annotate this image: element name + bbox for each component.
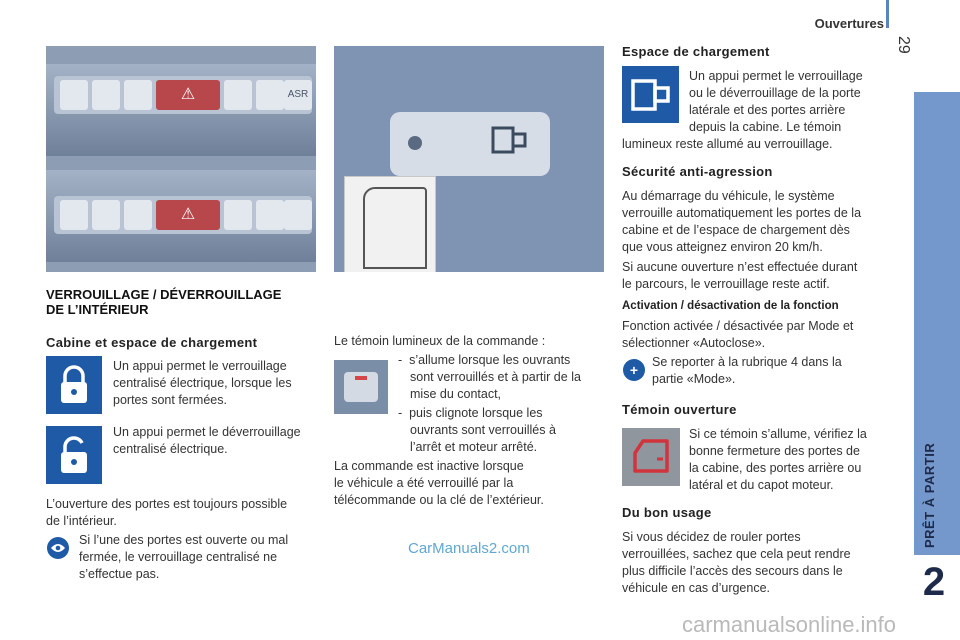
chapter-number: 2 xyxy=(922,560,946,604)
text-line: - puis clignote lorsque les xyxy=(398,406,543,420)
panel-button xyxy=(124,80,152,110)
text-line: cabine et de l’espace de chargement dès xyxy=(622,223,850,237)
panel-button xyxy=(256,80,284,110)
indicator-led xyxy=(408,136,422,150)
indicator-item-1 xyxy=(398,352,581,403)
text-line: latérale et des portes arrière xyxy=(689,103,846,117)
text-line: verrouille automatiquement les portes de la xyxy=(622,206,862,220)
door-indicator-heading: Témoin ouverture xyxy=(622,402,737,417)
padlock-open-icon xyxy=(46,426,102,484)
van-door-inset xyxy=(344,176,436,272)
hazard-button: ⚠ xyxy=(156,80,220,110)
unlock-description xyxy=(113,424,301,458)
indicator-switch-icon xyxy=(334,360,388,414)
asr-button: ASR xyxy=(284,80,312,110)
text-line: l’arrêt et moteur arrêté. xyxy=(410,440,538,454)
door-open-warning-icon xyxy=(622,428,680,486)
cargo-door-lock-icon xyxy=(622,66,679,123)
good-practice-heading: Du bon usage xyxy=(622,505,712,520)
text-line: de l’intérieur. xyxy=(46,514,117,528)
lock-description xyxy=(113,358,292,409)
text-line: ouvrants sont verrouillés à xyxy=(410,423,556,437)
mode-reference xyxy=(652,354,842,388)
lock-button xyxy=(224,200,252,230)
button-strip-bottom xyxy=(54,196,312,234)
good-practice-text xyxy=(622,529,851,597)
panel-button xyxy=(92,200,120,230)
lock-button xyxy=(224,80,252,110)
text-line: L’ouverture des portes est toujours possible xyxy=(46,497,288,511)
panel-button xyxy=(124,200,152,230)
panel-button xyxy=(60,80,88,110)
anti-aggression-text-2 xyxy=(622,259,857,293)
cabine-heading: Cabine et espace de chargement xyxy=(46,335,258,350)
main-heading-line: VERROUILLAGE / DÉVERROUILLAGE xyxy=(46,287,282,302)
button-strip-top xyxy=(54,76,312,114)
text-line: Si l’une des portes est ouverte ou mal xyxy=(79,533,289,547)
cargo-description-end: lumineux reste allumé au verrouillage. xyxy=(622,137,833,151)
panel-button xyxy=(92,80,120,110)
text-line: latéral et du capot moteur. xyxy=(689,478,834,492)
cargo-heading: Espace de chargement xyxy=(622,44,770,59)
text-line: Un appui permet le déverrouillage xyxy=(113,425,301,439)
main-heading xyxy=(46,287,281,317)
text-line: verrouillées, sachez que cela peut rendre xyxy=(622,547,851,561)
main-heading-line: DE L’INTÉRIEUR xyxy=(46,302,149,317)
indicator-item-2 xyxy=(398,405,556,456)
text-line: La commande est inactive lorsque xyxy=(334,459,524,473)
cargo-door-lock-icon xyxy=(490,120,530,169)
van-door-icon xyxy=(363,187,427,269)
text-line: partie «Mode». xyxy=(652,372,736,386)
anti-aggression-heading: Sécurité anti-agression xyxy=(622,164,773,179)
hazard-button: ⚠ xyxy=(156,200,220,230)
text-line: centralisé électrique. xyxy=(113,442,228,456)
chapter-tab-label: PRÊT À PARTIR xyxy=(922,442,937,548)
text-line: Se reporter à la rubrique 4 dans la xyxy=(652,355,842,369)
text-line: Si ce témoin s’allume, vérifiez la xyxy=(689,427,867,441)
text-line: le parcours, le verrouillage reste actif. xyxy=(622,277,830,291)
text-line: le véhicule a été verrouillé par la xyxy=(334,476,514,490)
anti-aggression-text xyxy=(622,188,861,256)
text-line: Un appui permet le verrouillage xyxy=(113,359,287,373)
text-line: portes sont fermées. xyxy=(113,393,227,407)
header-rule xyxy=(886,0,889,28)
text-line: Au démarrage du véhicule, le système xyxy=(622,189,835,203)
switch-panel xyxy=(390,112,550,176)
text-line: ou le déverrouillage de la porte xyxy=(689,86,861,100)
text-line: fermée, le verrouillage centralisé ne xyxy=(79,550,278,564)
section-title: Ouvertures xyxy=(814,16,884,31)
eye-icon xyxy=(47,537,69,559)
padlock-closed-icon xyxy=(46,356,102,414)
text-line: s’effectue pas. xyxy=(79,567,160,581)
panel-button xyxy=(284,200,312,230)
interior-opening-note xyxy=(46,496,287,530)
door-indicator-text xyxy=(689,426,867,494)
panel-button xyxy=(256,200,284,230)
text-line: mise du contact, xyxy=(410,387,502,401)
plus-icon: + xyxy=(623,359,645,381)
cargo-description xyxy=(689,68,863,136)
cargo-switch-photo xyxy=(334,46,604,272)
text-line: plus difficile l’accès des secours dans le xyxy=(622,564,843,578)
text-line: depuis la cabine. Le témoin xyxy=(689,120,842,134)
indicator-intro: Le témoin lumineux de la commande : xyxy=(334,334,546,348)
door-open-warning-note xyxy=(79,532,288,583)
text-line: bonne fermeture des portes de xyxy=(689,444,860,458)
page-number: 29 xyxy=(895,36,912,54)
text-line: sélectionner «Autoclose». xyxy=(622,336,766,350)
text-line: Si aucune ouverture n’est effectuée durant xyxy=(622,260,858,274)
panel-button xyxy=(60,200,88,230)
text-line: que vous atteignez environ 20 km/h. xyxy=(622,240,823,254)
text-line: véhicule en cas d’urgence. xyxy=(622,581,771,595)
text-line: la cabine, des portes arrière ou xyxy=(689,461,862,475)
dashboard-buttons-photo xyxy=(46,46,316,272)
command-inactive-note xyxy=(334,458,544,509)
activation-text xyxy=(622,318,853,352)
text-line: - s’allume lorsque les ouvrants xyxy=(398,353,571,367)
text-line: sont verrouillés et à partir de la xyxy=(410,370,581,384)
text-line: Un appui permet le verrouillage xyxy=(689,69,863,83)
text-line: Si vous décidez de rouler portes xyxy=(622,530,801,544)
watermark-center: CarManuals2.com xyxy=(408,540,530,557)
text-line: Fonction activée / désactivée par Mode et xyxy=(622,319,854,333)
watermark-corner: carmanualsonline.info xyxy=(682,612,897,637)
text-line: centralisé électrique, lorsque les xyxy=(113,376,292,390)
activation-heading: Activation / désactivation de la fonction xyxy=(622,300,839,312)
text-line: télécommande ou la clé de l’extérieur. xyxy=(334,493,544,507)
